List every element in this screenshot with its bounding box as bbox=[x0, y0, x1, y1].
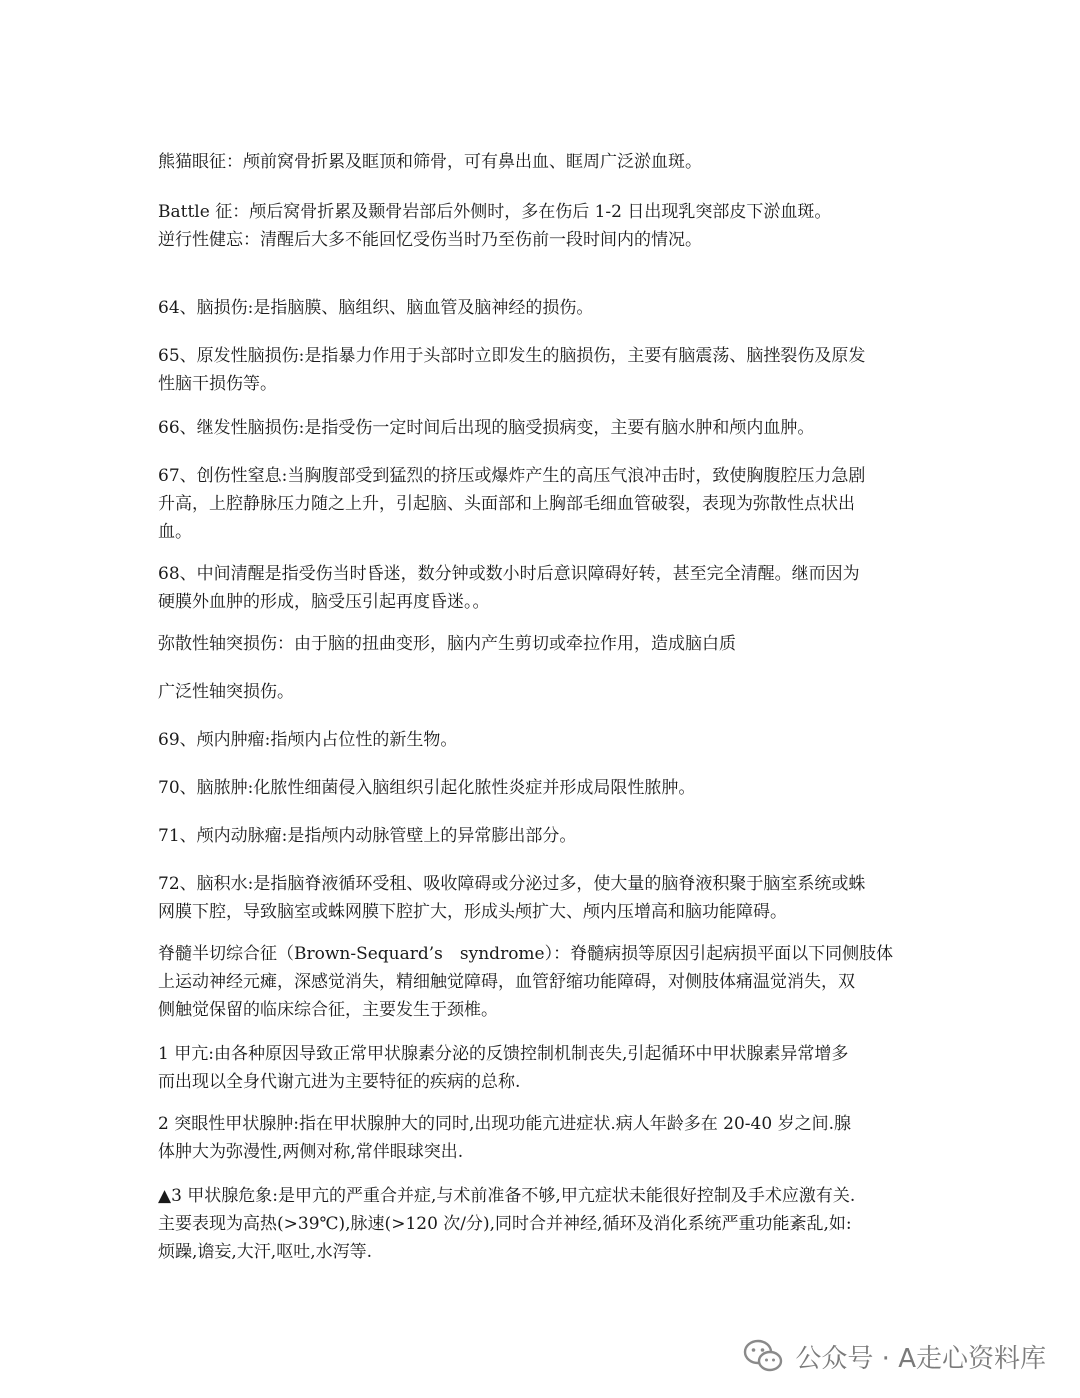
paragraph-exophthalmic-goiter bbox=[158, 1110, 928, 1166]
text-line: 硬膜外血肿的形成，脑受压引起再度昏迷。。 bbox=[158, 592, 490, 612]
paragraph-64 bbox=[158, 294, 928, 322]
paragraph-panda-eye-sign bbox=[158, 148, 928, 176]
text-line: 上运动神经元瘫，深感觉消失，精细触觉障碍，血管舒缩功能障碍，对侧肢体痛温觉消失，双 bbox=[158, 972, 855, 992]
paragraph-71 bbox=[158, 822, 928, 850]
text-line: 68、中间清醒是指受伤当时昏迷，数分钟或数小时后意识障碍好转，甚至完全清醒。继而因为 bbox=[158, 564, 860, 584]
text-line: 性脑干损伤等。 bbox=[158, 374, 277, 394]
text-line: 64、脑损伤:是指脑膜、脑组织、脑血管及脑神经的损伤。 bbox=[158, 298, 594, 318]
text-line: 65、原发性脑损伤:是指暴力作用于头部时立即发生的脑损伤，主要有脑震荡、脑挫裂伤及原发 bbox=[158, 346, 866, 366]
watermark-text: 公众号 · A走心资料库 bbox=[795, 1343, 1046, 1374]
text-line: ▲3 甲状腺危象:是甲亢的严重合并症,与术前准备不够,甲亢症状未能很好控制及手术应激有关. bbox=[158, 1186, 856, 1206]
text-line: 主要表现为高热(>39℃),脉速(>120 次/分),同时合并神经,循环及消化系统严重功能紊乱,如: bbox=[158, 1214, 852, 1234]
text-line: 熊猫眼征：颅前窝骨折累及眶顶和筛骨，可有鼻出血、眶周广泛淤血斑。 bbox=[158, 152, 702, 172]
watermark bbox=[743, 1336, 1046, 1376]
paragraph-brown-sequard bbox=[158, 940, 928, 1024]
text-line: 69、颅内肿瘤:指颅内占位性的新生物。 bbox=[158, 730, 458, 750]
paragraph-70 bbox=[158, 774, 928, 802]
text-line: 侧触觉保留的临床综合征，主要发生于颈椎。 bbox=[158, 1000, 498, 1020]
paragraph-67 bbox=[158, 462, 928, 546]
text-line: 体肿大为弥漫性,两侧对称,常伴眼球突出. bbox=[158, 1142, 464, 1162]
text-line: 升高，上腔静脉压力随之上升，引起脑、头面部和上胸部毛细血管破裂，表现为弥散性点状出 bbox=[158, 494, 855, 514]
text-line: 广泛性轴突损伤。 bbox=[158, 682, 294, 702]
paragraph-65 bbox=[158, 342, 928, 398]
text-line: 血。 bbox=[158, 522, 192, 542]
paragraph-diffuse-axonal-injury-cont bbox=[158, 678, 928, 706]
text-line: Battle 征：颅后窝骨折累及颞骨岩部后外侧时，多在伤后 1-2 日出现乳突部皮下淤血斑。 bbox=[158, 202, 832, 222]
text-line: 烦躁,谵妄,大汗,呕吐,水泻等. bbox=[158, 1242, 373, 1262]
text-line: 66、继发性脑损伤:是指受伤一定时间后出现的脑受损病变，主要有脑水肿和颅内血肿。 bbox=[158, 418, 815, 438]
text-line: 而出现以全身代谢亢进为主要特征的疾病的总称. bbox=[158, 1072, 521, 1092]
paragraph-thyroid-crisis bbox=[158, 1182, 928, 1266]
text-line: 71、颅内动脉瘤:是指颅内动脉管壁上的异常膨出部分。 bbox=[158, 826, 577, 846]
paragraph-hyperthyroidism bbox=[158, 1040, 928, 1096]
text-line: 2 突眼性甲状腺肿:指在甲状腺肿大的同时,出现功能亢进症状.病人年龄多在 20-40 岁之间.腺 bbox=[158, 1114, 851, 1134]
paragraph-69 bbox=[158, 726, 928, 754]
text-line: 网膜下腔，导致脑室或蛛网膜下腔扩大，形成头颅扩大、颅内压增高和脑功能障碍。 bbox=[158, 902, 787, 922]
text-line: 脊髓半切综合征（Brown-Sequard’s syndrome）：脊髓病损等原因引起病损平面以下同侧肢体 bbox=[158, 944, 894, 964]
text-line: 67、创伤性窒息:当胸腹部受到猛烈的挤压或爆炸产生的高压气浪冲击时，致使胸腹腔压力急剧 bbox=[158, 466, 866, 486]
paragraph-66 bbox=[158, 414, 928, 442]
text-line: 1 甲亢:由各种原因导致正常甲状腺素分泌的反馈控制机制丧失,引起循环中甲状腺素异常增多 bbox=[158, 1044, 849, 1064]
paragraph-battle-sign bbox=[158, 198, 928, 254]
text-line: 弥散性轴突损伤：由于脑的扭曲变形，脑内产生剪切或牵拉作用，造成脑白质 bbox=[158, 634, 736, 654]
wechat-icon bbox=[743, 1339, 783, 1373]
text-line: 72、脑积水:是指脑脊液循环受租、吸收障碍或分泌过多，使大量的脑脊液积聚于脑室系统或蛛 bbox=[158, 874, 866, 894]
paragraph-diffuse-axonal-injury bbox=[158, 630, 928, 658]
text-line: 70、脑脓肿:化脓性细菌侵入脑组织引起化脓性炎症并形成局限性脓肿。 bbox=[158, 778, 696, 798]
text-line: 逆行性健忘：清醒后大多不能回忆受伤当时乃至伤前一段时间内的情况。 bbox=[158, 230, 702, 250]
paragraph-72 bbox=[158, 870, 928, 926]
paragraph-68 bbox=[158, 560, 928, 616]
